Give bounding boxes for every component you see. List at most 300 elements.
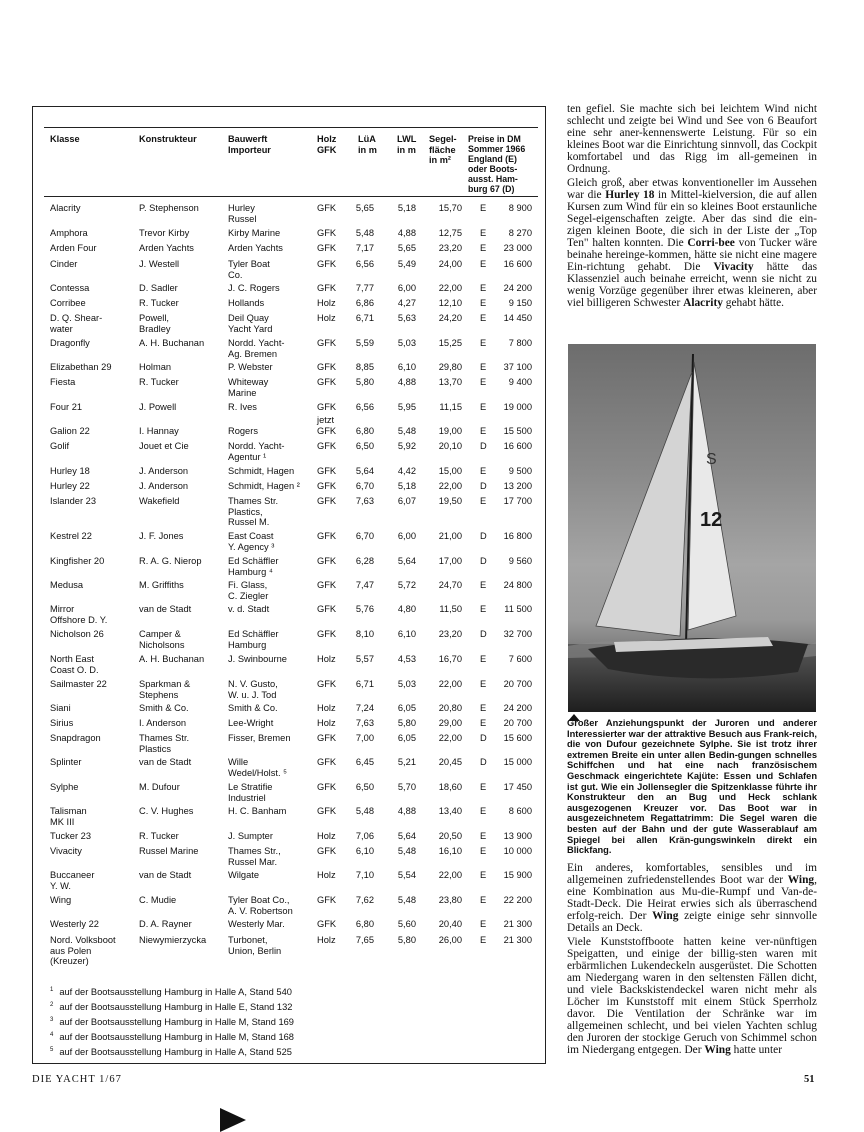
table-cell-preis: 15 500 bbox=[503, 426, 532, 436]
table-cell-lwl: 6,07 bbox=[397, 496, 416, 506]
boat-name: Alacrity bbox=[683, 297, 723, 309]
table-cell-lua: 7,17 bbox=[355, 243, 374, 253]
header-holz-gfk: Holz GFK bbox=[317, 134, 337, 155]
table-cell-segel: 12,75 bbox=[438, 228, 462, 238]
table-cell-lua: 7,00 bbox=[355, 733, 374, 743]
table-cell-lua: 5,57 bbox=[355, 654, 374, 664]
table-cell-herkunft: E bbox=[480, 654, 487, 664]
table-cell-material: GFK bbox=[317, 203, 337, 213]
table-cell-segel: 20,80 bbox=[438, 703, 462, 713]
header-lwl: LWL in m bbox=[397, 134, 417, 155]
table-cell-preis: 14 450 bbox=[503, 313, 532, 323]
table-cell-konstrukteur: D. Sadler bbox=[139, 283, 178, 293]
table-cell-herkunft: E bbox=[480, 338, 487, 348]
table-cell-preis: 16 600 bbox=[503, 441, 532, 451]
table-cell-konstrukteur: J. F. Jones bbox=[139, 531, 184, 541]
table-cell-konstrukteur: C. Mudie bbox=[139, 895, 177, 905]
table-cell-herkunft: E bbox=[480, 831, 487, 841]
table-cell-segel: 15,70 bbox=[438, 203, 462, 213]
table-cell-bauwerft: Arden Yachts bbox=[228, 243, 283, 253]
table-cell-bauwerft: Ed Schäffler Hamburg bbox=[228, 629, 279, 650]
table-cell-klasse: Vivacity bbox=[50, 846, 82, 856]
text-run: zeigte einige sehr sinnvolle Details an Deck. bbox=[567, 910, 818, 934]
table-cell-konstrukteur: Thames Str. Plastics bbox=[139, 733, 190, 754]
table-cell-lua: 5,76 bbox=[355, 604, 374, 614]
table-cell-herkunft: D bbox=[480, 441, 487, 451]
text-run: Viele Kunststoffboote hatten keine ver-nünftigen Speigatten, und einige der billig-sten waren mit erbärmlichen Lukendeckeln ausgerüstet. Die Schotten am Niedergang waren in den seltensten Fällen dicht, und viele Backskistendeckel waren nicht mehr als Löcher im Kunststoff mit einem Stück Sperrholz davor. Die Ventilation der Schränke war im allgemeinen schlecht, und bei vielen Yachten schlug den Juroren der stockige Geruch von Schimmel schon im Niedergang entgegen. Der bbox=[567, 936, 817, 1056]
table-cell-konstrukteur: Camper & Nicholsons bbox=[139, 629, 185, 650]
header-preise: Preise in DM Sommer 1966 England (E) oder Boots- ausst. Ham- burg 67 (D) bbox=[468, 134, 526, 194]
table-cell-preis: 15 000 bbox=[503, 757, 532, 767]
table-cell-bauwerft: R. Ives bbox=[228, 402, 257, 412]
table-cell-klasse: D. Q. Shear- water bbox=[50, 313, 103, 334]
table-cell-klasse: Cinder bbox=[50, 259, 78, 269]
table-cell-preis: 24 200 bbox=[503, 703, 532, 713]
table-cell-lwl: 6,10 bbox=[397, 362, 416, 372]
table-cell-lua: 7,62 bbox=[355, 895, 374, 905]
header-klasse: Klasse bbox=[50, 134, 80, 144]
table-cell-preis: 20 700 bbox=[503, 718, 532, 728]
table-cell-klasse: Sylphe bbox=[50, 782, 79, 792]
table-cell-segel: 23,20 bbox=[438, 243, 462, 253]
table-cell-material: GFK bbox=[317, 481, 337, 491]
table-cell-lwl: 6,10 bbox=[397, 629, 416, 639]
table-cell-bauwerft: Deil Quay Yacht Yard bbox=[228, 313, 273, 334]
table-cell-lwl: 4,42 bbox=[397, 466, 416, 476]
table-cell-material: GFK bbox=[317, 377, 337, 387]
table-cell-preis: 8 900 bbox=[508, 203, 532, 213]
table-cell-bauwerft: Turbonet, Union, Berlin bbox=[228, 935, 282, 956]
boat-name: Vivacity bbox=[713, 261, 754, 273]
text-run: , eine Kombination aus Mu-die-Rumpf und Van-de-Stadt-Deck. Die Heirat erwies sich als überraschend erfolg-reich. Der bbox=[567, 874, 817, 922]
page-number: 51 bbox=[804, 1074, 815, 1085]
table-cell-material: jetzt GFK bbox=[317, 415, 337, 436]
footnote-text: auf der Bootsausstellung Hamburg in Halle M, Stand 169 bbox=[59, 1017, 294, 1028]
footnote bbox=[50, 1047, 292, 1057]
table-cell-klasse: Buccaneer Y. W. bbox=[50, 870, 95, 891]
table-cell-lwl: 5,49 bbox=[397, 259, 416, 269]
table-cell-material: GFK bbox=[317, 846, 337, 856]
table-cell-lwl: 6,05 bbox=[397, 733, 416, 743]
table-cell-herkunft: E bbox=[480, 919, 487, 929]
table-cell-material: GFK bbox=[317, 243, 337, 253]
table-cell-preis: 37 100 bbox=[503, 362, 532, 372]
boat-name: Hurley 18 bbox=[605, 189, 655, 201]
table-cell-material: Holz bbox=[317, 313, 336, 323]
table-cell-lwl: 5,54 bbox=[397, 870, 416, 880]
table-cell-lua: 6,50 bbox=[355, 441, 374, 451]
table-cell-lua: 7,06 bbox=[355, 831, 374, 841]
table-cell-preis: 7 800 bbox=[508, 338, 532, 348]
table-cell-konstrukteur: Smith & Co. bbox=[139, 703, 189, 713]
footnote-mark: 1 bbox=[50, 987, 54, 993]
table-cell-lua: 6,10 bbox=[355, 846, 374, 856]
table-cell-klasse: North East Coast O. D. bbox=[50, 654, 99, 675]
table-cell-klasse: Mirror Offshore D. Y. bbox=[50, 604, 108, 625]
table-cell-material: GFK bbox=[317, 466, 337, 476]
table-cell-segel: 20,45 bbox=[438, 757, 462, 767]
table-cell-bauwerft: J. C. Rogers bbox=[228, 283, 280, 293]
table-cell-segel: 15,25 bbox=[438, 338, 462, 348]
table-cell-material: GFK bbox=[317, 580, 337, 590]
table-cell-material: GFK bbox=[317, 629, 337, 639]
table-cell-bauwerft: Tyler Boat Co., A. V. Robertson bbox=[228, 895, 293, 916]
table-cell-preis: 11 500 bbox=[504, 604, 532, 614]
table-cell-klasse: Contessa bbox=[50, 283, 90, 293]
table-cell-material: GFK bbox=[317, 531, 337, 541]
table-cell-lwl: 5,03 bbox=[397, 679, 416, 689]
table-cell-lua: 6,56 bbox=[355, 402, 374, 412]
table-cell-segel: 11,50 bbox=[439, 604, 462, 614]
table-cell-konstrukteur: A. H. Buchanan bbox=[139, 338, 205, 348]
footnote-text: auf der Bootsausstellung Hamburg in Halle E, Stand 132 bbox=[59, 1002, 293, 1013]
table-cell-lwl: 5,63 bbox=[397, 313, 416, 323]
table-cell-material: GFK bbox=[317, 782, 337, 792]
footnote bbox=[50, 1002, 292, 1012]
table-cell-lua: 6,71 bbox=[355, 313, 374, 323]
footnote bbox=[50, 1017, 294, 1027]
table-cell-material: GFK bbox=[317, 895, 337, 905]
table-cell-konstrukteur: C. V. Hughes bbox=[139, 806, 194, 816]
table-cell-lwl: 5,21 bbox=[397, 757, 416, 767]
table-cell-herkunft: E bbox=[480, 283, 487, 293]
table-cell-lua: 6,45 bbox=[355, 757, 374, 767]
table-cell-lwl: 5,92 bbox=[397, 441, 416, 451]
table-cell-segel: 29,00 bbox=[438, 718, 462, 728]
table-cell-segel: 24,20 bbox=[438, 313, 462, 323]
table-cell-klasse: Hurley 22 bbox=[50, 481, 90, 491]
header-bauwerft: Bauwerft Importeur bbox=[228, 134, 271, 155]
table-cell-lwl: 6,00 bbox=[397, 283, 416, 293]
table-cell-segel: 20,40 bbox=[438, 919, 462, 929]
table-cell-lua: 5,48 bbox=[355, 228, 374, 238]
table-top-rule bbox=[44, 127, 538, 128]
table-cell-preis: 15 600 bbox=[503, 733, 532, 743]
table-cell-herkunft: E bbox=[480, 259, 487, 269]
table-cell-segel: 16,70 bbox=[438, 654, 462, 664]
table-cell-preis: 9 500 bbox=[508, 466, 532, 476]
table-cell-preis: 8 270 bbox=[508, 228, 532, 238]
table-cell-lwl: 5,95 bbox=[397, 402, 416, 412]
table-cell-herkunft: E bbox=[480, 313, 487, 323]
table-cell-herkunft: E bbox=[480, 243, 487, 253]
table-cell-klasse: Four 21 bbox=[50, 402, 83, 412]
table-cell-bauwerft: H. C. Banham bbox=[228, 806, 287, 816]
table-cell-material: GFK bbox=[317, 806, 337, 816]
boat-name: Wing bbox=[652, 910, 679, 922]
table-cell-bauwerft: Wilgate bbox=[228, 870, 260, 880]
table-cell-segel: 23,20 bbox=[438, 629, 462, 639]
table-cell-material: GFK bbox=[317, 402, 337, 412]
text-run: hatte unter bbox=[730, 1044, 783, 1056]
table-cell-klasse: Sailmaster 22 bbox=[50, 679, 107, 689]
sail-insignia: S bbox=[706, 451, 717, 468]
boat-name: Corri-bee bbox=[687, 237, 735, 249]
table-cell-lwl: 5,72 bbox=[397, 580, 416, 590]
table-cell-preis: 9 560 bbox=[508, 556, 532, 566]
table-cell-lua: 6,28 bbox=[355, 556, 374, 566]
footnote-text: auf der Bootsausstellung Hamburg in Halle A, Stand 525 bbox=[59, 1047, 292, 1058]
footnote-text: auf der Bootsausstellung Hamburg in Halle M, Stand 168 bbox=[59, 1032, 294, 1043]
table-cell-material: Holz bbox=[317, 654, 336, 664]
table-cell-lua: 5,48 bbox=[355, 806, 374, 816]
table-cell-herkunft: D bbox=[480, 556, 487, 566]
table-cell-herkunft: D bbox=[480, 629, 487, 639]
table-cell-bauwerft: P. Webster bbox=[228, 362, 273, 372]
table-cell-segel: 22,00 bbox=[438, 283, 462, 293]
table-cell-lua: 6,80 bbox=[355, 919, 374, 929]
table-cell-lwl: 4,88 bbox=[397, 228, 416, 238]
table-cell-bauwerft: Hurley Russel bbox=[228, 203, 257, 224]
table-cell-herkunft: E bbox=[480, 203, 487, 213]
table-cell-preis: 21 300 bbox=[503, 935, 532, 945]
table-cell-segel: 16,10 bbox=[438, 846, 462, 856]
table-cell-bauwerft: Ed Schäffler Hamburg ⁴ bbox=[228, 556, 279, 577]
table-cell-lua: 7,63 bbox=[355, 496, 374, 506]
table-cell-konstrukteur: Holman bbox=[139, 362, 172, 372]
table-cell-segel: 18,60 bbox=[438, 782, 462, 792]
table-cell-bauwerft: N. V. Gusto, W. u. J. Tod bbox=[228, 679, 278, 700]
footnote bbox=[50, 1032, 294, 1042]
table-cell-konstrukteur: van de Stadt bbox=[139, 604, 192, 614]
table-cell-konstrukteur: J. Anderson bbox=[139, 466, 189, 476]
table-cell-herkunft: D bbox=[480, 757, 487, 767]
table-cell-konstrukteur: van de Stadt bbox=[139, 870, 192, 880]
table-cell-material: Holz bbox=[317, 703, 336, 713]
table-cell-preis: 21 300 bbox=[503, 919, 532, 929]
table-cell-bauwerft: Schmidt, Hagen bbox=[228, 466, 295, 476]
text-run: von Tucker wäre beinahe hereinge-kommen, hätte sie nicht eine magere Ein-richtung gehabt. Die bbox=[567, 237, 817, 273]
table-cell-konstrukteur: M. Griffiths bbox=[139, 580, 184, 590]
table-cell-material: GFK bbox=[317, 338, 337, 348]
table-cell-segel: 24,00 bbox=[438, 259, 462, 269]
table-cell-klasse: Wing bbox=[50, 895, 72, 905]
table-cell-klasse: Arden Four bbox=[50, 243, 97, 253]
table-cell-bauwerft: Smith & Co. bbox=[228, 703, 278, 713]
sail-number: 12 bbox=[700, 509, 723, 531]
table-cell-konstrukteur: J. Powell bbox=[139, 402, 177, 412]
table-cell-segel: 21,00 bbox=[438, 531, 462, 541]
table-cell-preis: 8 600 bbox=[508, 806, 532, 816]
table-cell-klasse: Elizabethan 29 bbox=[50, 362, 112, 372]
sailboat-photo bbox=[568, 344, 816, 712]
table-cell-lua: 5,80 bbox=[355, 377, 374, 387]
table-cell-preis: 20 700 bbox=[503, 679, 532, 689]
table-cell-preis: 19 000 bbox=[503, 402, 532, 412]
table-cell-lua: 6,71 bbox=[355, 679, 374, 689]
table-cell-lua: 7,65 bbox=[355, 935, 374, 945]
table-cell-herkunft: E bbox=[480, 703, 487, 713]
table-cell-herkunft: E bbox=[480, 935, 487, 945]
table-cell-klasse: Corribee bbox=[50, 298, 86, 308]
table-cell-konstrukteur: Niewymierzycka bbox=[139, 935, 207, 945]
table-cell-segel: 23,80 bbox=[438, 895, 462, 905]
table-cell-material: Holz bbox=[317, 870, 336, 880]
table-cell-segel: 17,00 bbox=[438, 556, 462, 566]
text-run: ten gefiel. Sie machte sich bei leichtem Wind nicht schlecht und zeigte bei Wind und See von 6 Beaufort eine sehr aner-kennenswerte Leistung. Für so ein kleines Boot war die Einrichtung sinnvoll, das Cockpit komfortabel und das Rigg im all-gemeinen in Ordnung. bbox=[567, 103, 817, 175]
table-cell-herkunft: E bbox=[480, 362, 487, 372]
table-cell-material: GFK bbox=[317, 604, 337, 614]
table-cell-konstrukteur: R. Tucker bbox=[139, 377, 179, 387]
table-cell-klasse: Nicholson 26 bbox=[50, 629, 104, 639]
table-cell-material: Holz bbox=[317, 298, 336, 308]
table-cell-herkunft: E bbox=[480, 496, 487, 506]
table-cell-material: GFK bbox=[317, 919, 337, 929]
article-paragraph bbox=[567, 103, 817, 175]
table-cell-bauwerft: Whiteway Marine bbox=[228, 377, 269, 398]
boat-name: Wing bbox=[704, 1044, 731, 1056]
table-cell-lwl: 5,18 bbox=[397, 203, 416, 213]
table-cell-lua: 7,24 bbox=[355, 703, 374, 713]
text-run: gehabt hätte. bbox=[722, 297, 784, 309]
table-cell-segel: 20,50 bbox=[438, 831, 462, 841]
table-cell-herkunft: E bbox=[480, 298, 487, 308]
table-cell-preis: 7 600 bbox=[508, 654, 532, 664]
text-run: Ein anderes, komfortables, sensibles und im allgemeinen zufriedenstellendes Boot war der bbox=[567, 862, 817, 886]
table-cell-klasse: Amphora bbox=[50, 228, 88, 238]
table-cell-bauwerft: Tyler Boat Co. bbox=[228, 259, 270, 280]
table-cell-klasse: Golif bbox=[50, 441, 70, 451]
table-cell-segel: 22,00 bbox=[438, 679, 462, 689]
table-cell-herkunft: E bbox=[480, 679, 487, 689]
table-cell-preis: 16 600 bbox=[503, 259, 532, 269]
table-cell-lwl: 4,80 bbox=[397, 604, 416, 614]
table-cell-herkunft: D bbox=[480, 531, 487, 541]
table-cell-bauwerft: Thames Str. Plastics, Russel M. bbox=[228, 496, 279, 527]
table-cell-lwl: 5,60 bbox=[397, 919, 416, 929]
table-cell-segel: 19,50 bbox=[438, 496, 462, 506]
table-cell-lwl: 4,88 bbox=[397, 377, 416, 387]
table-cell-preis: 15 900 bbox=[503, 870, 532, 880]
boat-name: Wing bbox=[787, 874, 815, 886]
table-cell-material: GFK bbox=[317, 496, 337, 506]
table-cell-konstrukteur: R. Tucker bbox=[139, 831, 179, 841]
table-cell-lua: 8,85 bbox=[355, 362, 374, 372]
table-cell-lua: 6,50 bbox=[355, 782, 374, 792]
table-cell-lua: 6,80 bbox=[355, 426, 374, 436]
table-cell-herkunft: E bbox=[480, 228, 487, 238]
table-cell-material: Holz bbox=[317, 935, 336, 945]
table-cell-herkunft: E bbox=[480, 466, 487, 476]
table-cell-segel: 20,10 bbox=[438, 441, 462, 451]
table-cell-konstrukteur: Wakefield bbox=[139, 496, 180, 506]
footer-magazine-title: DIE YACHT 1/67 bbox=[32, 1074, 122, 1085]
footnote bbox=[50, 987, 292, 997]
table-cell-lua: 8,10 bbox=[355, 629, 374, 639]
table-cell-bauwerft: Kirby Marine bbox=[228, 228, 281, 238]
footnote-mark: 5 bbox=[50, 1047, 54, 1053]
table-cell-konstrukteur: van de Stadt bbox=[139, 757, 192, 767]
table-cell-lwl: 5,64 bbox=[397, 556, 416, 566]
table-cell-herkunft: E bbox=[480, 870, 487, 880]
table-cell-klasse: Kestrel 22 bbox=[50, 531, 92, 541]
table-cell-segel: 11,15 bbox=[439, 402, 462, 412]
table-cell-segel: 29,80 bbox=[438, 362, 462, 372]
table-cell-konstrukteur: R. Tucker bbox=[139, 298, 179, 308]
table-cell-lwl: 4,88 bbox=[397, 806, 416, 816]
table-cell-klasse: Dragonfly bbox=[50, 338, 90, 348]
table-cell-preis: 16 800 bbox=[503, 531, 532, 541]
table-cell-konstrukteur: Trevor Kirby bbox=[139, 228, 190, 238]
table-cell-segel: 24,70 bbox=[438, 580, 462, 590]
table-cell-lwl: 5,80 bbox=[397, 718, 416, 728]
table-cell-klasse: Fiesta bbox=[50, 377, 76, 387]
table-cell-lwl: 5,48 bbox=[397, 846, 416, 856]
table-header-rule bbox=[44, 196, 538, 197]
table-cell-konstrukteur: R. A. G. Nierop bbox=[139, 556, 202, 566]
article-paragraph bbox=[567, 862, 817, 934]
table-cell-lua: 7,47 bbox=[355, 580, 374, 590]
table-cell-bauwerft: East Coast Y. Agency ³ bbox=[228, 531, 275, 552]
table-cell-bauwerft: Nordd. Yacht- Agentur ¹ bbox=[228, 441, 285, 462]
table-cell-bauwerft: Wille Wedel/Holst. ⁵ bbox=[228, 757, 287, 778]
photo-caption: Großer Anziehungspunkt der Juroren und anderer Interessierter war der attraktive Besuch aus Frank-reich, die von Dufour gezeichnete Sylphe. Sie ist trotz ihrer extremen Breite ein unter allen Bedin-gungen schnelles Schiffchen und hat eine nach französischem Geschmack eingerichtete Kajüte: Essen und Schlafen ist gut. Wie ein Jollensegler die Spitzenklasse führte ihr Konstrukteur den an Bug und Heck schlank ausgezogenen Kreuzer vor. Das Boot war in ausgezeichnetem Regattatrimm: Die Segel waren die besten auf der Bahn und der gute Wasserablauf am Spiegel bei allen Krän-gungswinkeln direkt ein Blickfang. bbox=[567, 718, 817, 856]
table-cell-segel: 22,00 bbox=[438, 870, 462, 880]
table-cell-bauwerft: Hollands bbox=[228, 298, 265, 308]
table-cell-preis: 13 200 bbox=[503, 481, 532, 491]
table-cell-klasse: Medusa bbox=[50, 580, 84, 590]
table-cell-lua: 6,56 bbox=[355, 259, 374, 269]
table-cell-klasse: Islander 23 bbox=[50, 496, 96, 506]
table-cell-herkunft: E bbox=[480, 426, 487, 436]
table-cell-preis: 10 000 bbox=[503, 846, 532, 856]
table-cell-segel: 13,70 bbox=[438, 377, 462, 387]
table-cell-lwl: 5,18 bbox=[397, 481, 416, 491]
footnote-text: auf der Bootsausstellung Hamburg in Halle A, Stand 540 bbox=[59, 987, 292, 998]
article-text-top bbox=[567, 103, 817, 311]
text-run: Gleich groß, aber etwas konventioneller im Aussehen war die bbox=[567, 177, 817, 201]
table-cell-klasse: Alacrity bbox=[50, 203, 81, 213]
text-run: hätte das Klassenziel auch beinahe erreicht, wenn sie nicht zu wenig Vorzüge gegenüber ihrer etwas kleineren, aber viel billigeren Schwester bbox=[567, 261, 817, 309]
table-cell-lwl: 5,48 bbox=[397, 426, 416, 436]
table-cell-segel: 26,00 bbox=[438, 935, 462, 945]
table-cell-material: GFK bbox=[317, 228, 337, 238]
table-cell-segel: 19,00 bbox=[438, 426, 462, 436]
article-text-bottom bbox=[567, 862, 817, 1058]
table-cell-lwl: 5,48 bbox=[397, 895, 416, 905]
table-cell-bauwerft: J. Swinbourne bbox=[228, 654, 287, 664]
table-cell-preis: 13 900 bbox=[503, 831, 532, 841]
table-cell-material: GFK bbox=[317, 556, 337, 566]
table-cell-material: GFK bbox=[317, 441, 337, 451]
table-cell-bauwerft: v. d. Stadt bbox=[228, 604, 270, 614]
table-cell-lwl: 5,80 bbox=[397, 935, 416, 945]
table-cell-herkunft: D bbox=[480, 733, 487, 743]
table-cell-bauwerft: Schmidt, Hagen ² bbox=[228, 481, 300, 491]
table-cell-material: GFK bbox=[317, 283, 337, 293]
table-cell-konstrukteur: I. Anderson bbox=[139, 718, 187, 728]
table-cell-herkunft: D bbox=[480, 481, 487, 491]
table-cell-konstrukteur: J. Westell bbox=[139, 259, 180, 269]
table-cell-lwl: 6,00 bbox=[397, 531, 416, 541]
table-cell-material: GFK bbox=[317, 259, 337, 269]
article-paragraph bbox=[567, 177, 817, 309]
table-cell-konstrukteur: Sparkman & Stephens bbox=[139, 679, 191, 700]
table-cell-bauwerft: Le Stratifie Industriel bbox=[228, 782, 273, 803]
table-cell-klasse: Tucker 23 bbox=[50, 831, 91, 841]
table-cell-preis: 24 200 bbox=[503, 283, 532, 293]
sailboat-illustration bbox=[568, 344, 816, 712]
text-run: in Mittel-kielversion, die auf allen Kursen zum Wind für ein so kleines Boot erstaunliche Segel-eigenschaften zeigte. Aber das sind die ein-zigen kleinen Boote, die sich in der Liste der „Top Ten" halten konnten. Die bbox=[567, 189, 817, 249]
table-cell-preis: 24 800 bbox=[503, 580, 532, 590]
table-cell-bauwerft: Nordd. Yacht- Ag. Bremen bbox=[228, 338, 285, 359]
table-cell-herkunft: E bbox=[480, 604, 487, 614]
table-cell-bauwerft: Rogers bbox=[228, 426, 258, 436]
table-cell-herkunft: E bbox=[480, 718, 487, 728]
table-cell-klasse: Siani bbox=[50, 703, 71, 713]
table-cell-lwl: 6,05 bbox=[397, 703, 416, 713]
header-lua: LüA in m bbox=[358, 134, 377, 155]
